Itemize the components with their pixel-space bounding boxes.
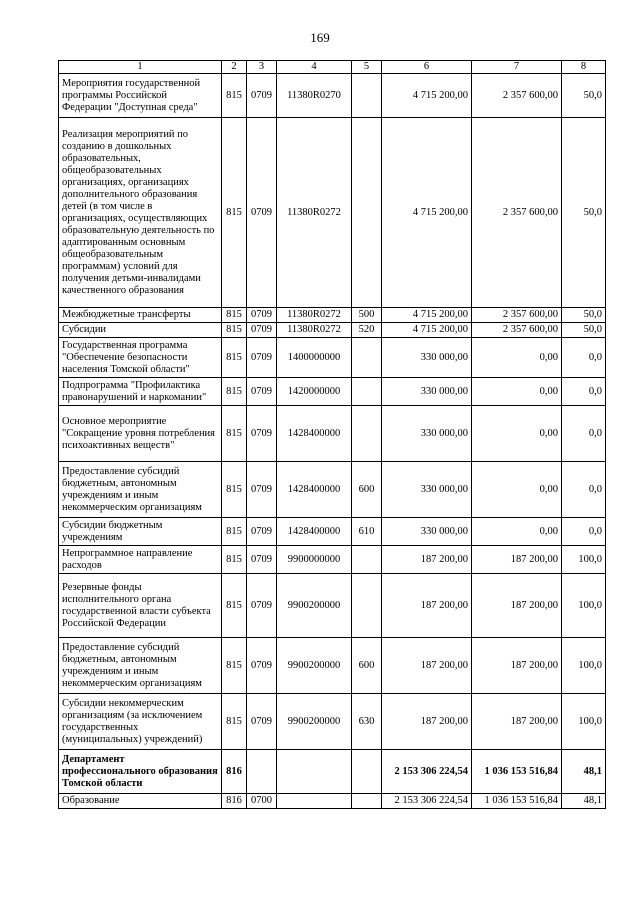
cell-name: Мероприятия государственной программы Российской Федерации "Доступная среда" — [59, 74, 222, 118]
cell-percent: 50,0 — [562, 74, 606, 118]
cell-target-code: 1428400000 — [277, 518, 352, 546]
cell-section-code: 0709 — [247, 323, 277, 338]
cell-expense-type — [352, 74, 382, 118]
cell-section-code: 0709 — [247, 74, 277, 118]
cell-actual: 2 357 600,00 — [472, 323, 562, 338]
cell-admin-code: 815 — [222, 308, 247, 323]
cell-expense-type — [352, 378, 382, 406]
cell-actual: 0,00 — [472, 338, 562, 378]
cell-target-code: 1428400000 — [277, 406, 352, 462]
cell-admin-code: 815 — [222, 638, 247, 694]
cell-plan: 4 715 200,00 — [382, 74, 472, 118]
cell-plan: 187 200,00 — [382, 574, 472, 638]
cell-section-code: 0700 — [247, 794, 277, 809]
table-row — [59, 378, 606, 406]
cell-section-code: 0709 — [247, 518, 277, 546]
cell-name: Субсидии некоммерческим организациям (за исключением государственных (муниципальных) учреждений) — [59, 694, 222, 750]
cell-name: Предоставление субсидий бюджетным, автономным учреждениям и иным некоммерческим организациям — [59, 638, 222, 694]
cell-actual: 1 036 153 516,84 — [472, 794, 562, 809]
cell-actual: 0,00 — [472, 406, 562, 462]
cell-target-code: 9900200000 — [277, 694, 352, 750]
table-row — [59, 406, 606, 462]
cell-expense-type: 500 — [352, 308, 382, 323]
table-row — [59, 338, 606, 378]
cell-admin-code: 816 — [222, 750, 247, 794]
col-header-5: 5 — [352, 61, 382, 74]
table-row — [59, 323, 606, 338]
cell-target-code: 9900000000 — [277, 546, 352, 574]
cell-target-code: 11380R0272 — [277, 308, 352, 323]
cell-name: Образование — [59, 794, 222, 809]
cell-percent: 48,1 — [562, 794, 606, 809]
cell-percent: 0,0 — [562, 462, 606, 518]
cell-actual: 187 200,00 — [472, 694, 562, 750]
cell-admin-code: 815 — [222, 546, 247, 574]
cell-admin-code: 815 — [222, 378, 247, 406]
cell-plan: 330 000,00 — [382, 518, 472, 546]
cell-percent: 100,0 — [562, 638, 606, 694]
cell-plan: 2 153 306 224,54 — [382, 750, 472, 794]
table-row — [59, 794, 606, 809]
page-number: 169 — [310, 30, 330, 45]
cell-section-code: 0709 — [247, 638, 277, 694]
col-header-2: 2 — [222, 61, 247, 74]
cell-expense-type: 600 — [352, 462, 382, 518]
cell-name: Подпрограмма "Профилактика правонарушений и наркомании" — [59, 378, 222, 406]
table-row — [59, 462, 606, 518]
cell-section-code: 0709 — [247, 118, 277, 308]
cell-target-code: 1400000000 — [277, 338, 352, 378]
cell-admin-code: 815 — [222, 323, 247, 338]
cell-plan: 4 715 200,00 — [382, 308, 472, 323]
cell-expense-type: 630 — [352, 694, 382, 750]
cell-section-code: 0709 — [247, 308, 277, 323]
table-row — [59, 750, 606, 794]
cell-percent: 100,0 — [562, 546, 606, 574]
cell-target-code: 1428400000 — [277, 462, 352, 518]
cell-percent: 0,0 — [562, 406, 606, 462]
cell-plan: 2 153 306 224,54 — [382, 794, 472, 809]
table-row — [59, 546, 606, 574]
cell-target-code — [277, 750, 352, 794]
table-row — [59, 574, 606, 638]
cell-name: Государственная программа "Обеспечение безопасности населения Томской области" — [59, 338, 222, 378]
cell-section-code — [247, 750, 277, 794]
cell-actual: 187 200,00 — [472, 574, 562, 638]
cell-admin-code: 815 — [222, 574, 247, 638]
col-header-1: 1 — [59, 61, 222, 74]
cell-actual: 2 357 600,00 — [472, 118, 562, 308]
cell-expense-type — [352, 338, 382, 378]
cell-percent: 48,1 — [562, 750, 606, 794]
cell-name: Резервные фонды исполнительного органа государственной власти субъекта Российской Федерации — [59, 574, 222, 638]
cell-expense-type: 520 — [352, 323, 382, 338]
cell-name: Субсидии бюджетным учреждениям — [59, 518, 222, 546]
cell-name: Межбюджетные трансферты — [59, 308, 222, 323]
cell-plan: 330 000,00 — [382, 406, 472, 462]
cell-plan: 4 715 200,00 — [382, 118, 472, 308]
cell-plan: 330 000,00 — [382, 338, 472, 378]
cell-admin-code: 815 — [222, 694, 247, 750]
cell-admin-code: 815 — [222, 338, 247, 378]
cell-percent: 100,0 — [562, 574, 606, 638]
cell-section-code: 0709 — [247, 406, 277, 462]
cell-section-code: 0709 — [247, 378, 277, 406]
cell-name: Субсидии — [59, 323, 222, 338]
cell-admin-code: 815 — [222, 406, 247, 462]
cell-actual: 0,00 — [472, 462, 562, 518]
cell-plan: 4 715 200,00 — [382, 323, 472, 338]
cell-percent: 100,0 — [562, 694, 606, 750]
cell-expense-type — [352, 406, 382, 462]
col-header-8: 8 — [562, 61, 606, 74]
cell-name: Непрограммное направление расходов — [59, 546, 222, 574]
cell-expense-type: 610 — [352, 518, 382, 546]
col-header-7: 7 — [472, 61, 562, 74]
cell-plan: 330 000,00 — [382, 378, 472, 406]
cell-name: Предоставление субсидий бюджетным, автономным учреждениям и иным некоммерческим организациям — [59, 462, 222, 518]
col-header-4: 4 — [277, 61, 352, 74]
cell-expense-type — [352, 118, 382, 308]
cell-admin-code: 815 — [222, 462, 247, 518]
cell-admin-code: 815 — [222, 118, 247, 308]
cell-actual: 0,00 — [472, 378, 562, 406]
cell-name: Основное мероприятие "Сокращение уровня потребления психоактивных веществ" — [59, 406, 222, 462]
cell-target-code — [277, 794, 352, 809]
cell-target-code: 11380R0270 — [277, 74, 352, 118]
cell-section-code: 0709 — [247, 338, 277, 378]
cell-name: Реализация мероприятий по созданию в дошкольных образовательных, общеобразовательных организациях, организациях дополнительного образования детей (в том числе в организациях, осуществляющих образовательную деятельность по адаптированным основным общеобразовательным программам) условий для получения детьми-инвалидами качественного образования — [59, 118, 222, 308]
cell-percent: 0,0 — [562, 338, 606, 378]
cell-admin-code: 816 — [222, 794, 247, 809]
cell-name: Департамент профессионального образования Томской области — [59, 750, 222, 794]
cell-plan: 187 200,00 — [382, 638, 472, 694]
table-row — [59, 308, 606, 323]
cell-percent: 50,0 — [562, 118, 606, 308]
cell-percent: 0,0 — [562, 518, 606, 546]
cell-plan: 187 200,00 — [382, 546, 472, 574]
cell-section-code: 0709 — [247, 546, 277, 574]
cell-actual: 1 036 153 516,84 — [472, 750, 562, 794]
budget-table — [58, 60, 606, 809]
col-header-3: 3 — [247, 61, 277, 74]
cell-percent: 0,0 — [562, 378, 606, 406]
cell-admin-code: 815 — [222, 74, 247, 118]
cell-admin-code: 815 — [222, 518, 247, 546]
cell-expense-type — [352, 546, 382, 574]
cell-actual: 187 200,00 — [472, 546, 562, 574]
table-row — [59, 118, 606, 308]
cell-expense-type — [352, 750, 382, 794]
cell-section-code: 0709 — [247, 462, 277, 518]
cell-percent: 50,0 — [562, 308, 606, 323]
cell-target-code: 1420000000 — [277, 378, 352, 406]
cell-plan: 330 000,00 — [382, 462, 472, 518]
cell-actual: 2 357 600,00 — [472, 308, 562, 323]
cell-expense-type — [352, 794, 382, 809]
cell-target-code: 11380R0272 — [277, 323, 352, 338]
cell-target-code: 9900200000 — [277, 574, 352, 638]
cell-actual: 187 200,00 — [472, 638, 562, 694]
table-row — [59, 638, 606, 694]
cell-plan: 187 200,00 — [382, 694, 472, 750]
cell-expense-type: 600 — [352, 638, 382, 694]
table-row — [59, 74, 606, 118]
col-header-6: 6 — [382, 61, 472, 74]
cell-target-code: 9900200000 — [277, 638, 352, 694]
cell-expense-type — [352, 574, 382, 638]
cell-section-code: 0709 — [247, 574, 277, 638]
cell-section-code: 0709 — [247, 694, 277, 750]
cell-target-code: 11380R0272 — [277, 118, 352, 308]
cell-actual: 0,00 — [472, 518, 562, 546]
cell-percent: 50,0 — [562, 323, 606, 338]
cell-actual: 2 357 600,00 — [472, 74, 562, 118]
header-row — [59, 61, 606, 74]
table-row — [59, 694, 606, 750]
table-row — [59, 518, 606, 546]
